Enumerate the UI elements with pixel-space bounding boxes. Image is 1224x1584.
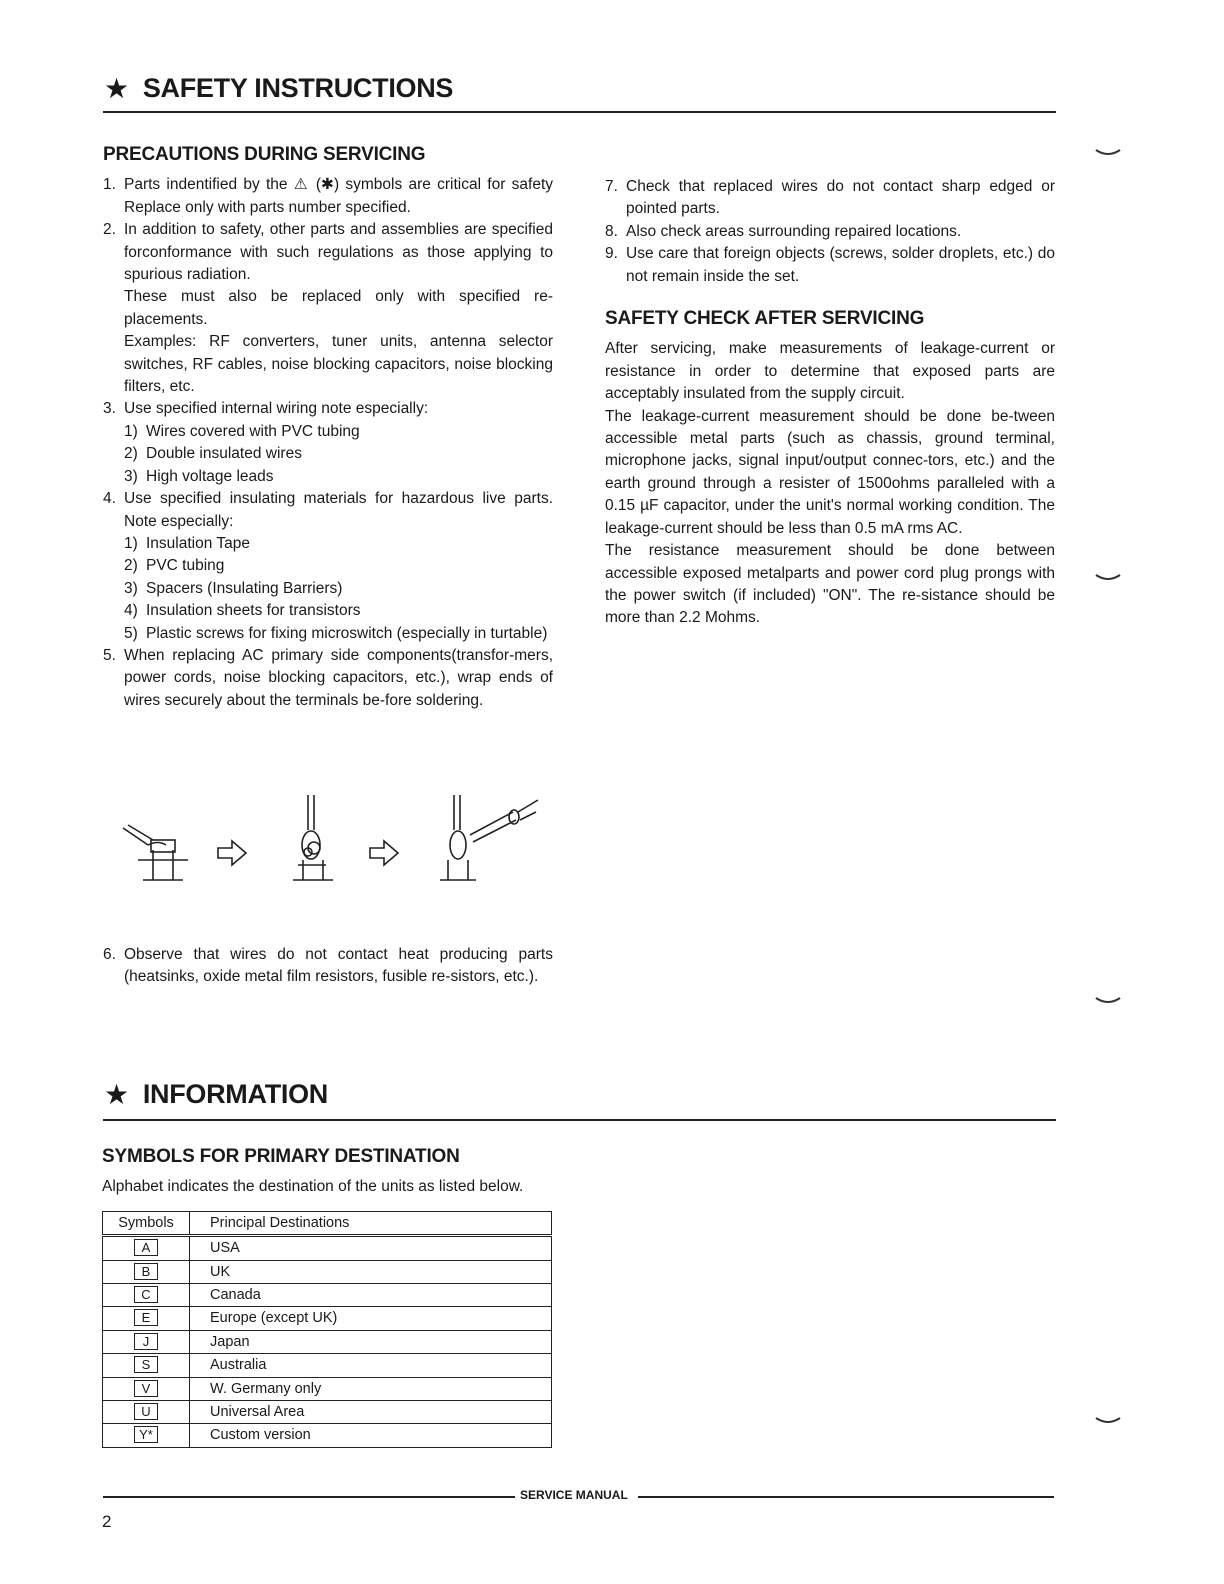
table-header-row [103,1211,552,1235]
item-text: In addition to safety, other parts and assemblies are specified forconformance with such regulations as those applying to spurious radiation. [124,221,553,284]
item-6-block [103,944,553,989]
sub-item: 3) Spacers (Insulating Barriers) [124,579,343,597]
list-item [605,176,1055,221]
footer-label: SERVICE MANUAL [520,1488,628,1502]
star-icon: ★ [104,73,129,104]
list-item [103,488,553,533]
safety-check-paragraph: After servicing, make measurements of leakage-current or resistance in order to determine that exposed parts are acceptably insulated from the supply circuit. [605,340,1055,403]
list-item [605,221,1055,243]
item-number: 3. [103,400,116,418]
column-header-symbols: Symbols [103,1211,190,1235]
table-row [103,1307,552,1330]
destination-cell: USA [190,1236,552,1260]
destination-cell: Custom version [190,1424,552,1447]
symbol-box: Y* [134,1426,158,1443]
table-row [103,1236,552,1260]
safety-check-paragraph: The resistance measurement should be done between accessible exposed metalparts and power cord plug prongs with the power switch (if included) "ON". The re-sistance should be more than 2.2 Mohms. [605,542,1055,627]
title-rule [103,111,1056,113]
destination-cell: Europe (except UK) [190,1307,552,1330]
table-row [103,1424,552,1447]
item-text: Also check areas surrounding repaired locations. [626,222,962,240]
item-text: When replacing AC primary side components(transfor-mers, power cords, noise blocking capacitors, etc.), wrap ends of wires securely about the terminals be-fore soldering. [124,646,553,709]
item-text: Parts indentified by the ⚠ (✱) symbols are critical for safety Replace only with parts number specified. [124,176,553,216]
item-number: 4. [103,490,116,508]
binding-mark-icon [1096,1418,1120,1422]
information-title [104,1078,328,1111]
sub-item: 1) Insulation Tape [124,534,250,552]
footer-rule-left [103,1496,515,1498]
terminal-step-1-icon [123,825,188,880]
item-number: 7. [605,178,618,195]
precautions-heading: PRECAUTIONS DURING SERVICING [103,144,426,165]
binding-mark-icon [1096,998,1120,1002]
terminal-step-3-icon [440,795,538,880]
symbol-box: J [134,1333,158,1350]
safety-title-text: SAFETY INSTRUCTIONS [142,73,454,103]
sub-item: 4) Insulation sheets for transistors [124,602,361,620]
item-text: Use specified insulating materials for hazardous live parts. Note especially: [124,490,553,530]
sub-item: 1) Wires covered with PVC tubing [124,422,360,440]
symbol-box: B [134,1263,158,1280]
table-row [103,1354,552,1377]
star-icon: ★ [104,1079,129,1110]
table-row [103,1377,552,1400]
symbols-heading: SYMBOLS FOR PRIMARY DESTINATION [102,1146,460,1167]
destination-cell: W. Germany only [190,1377,552,1400]
safety-check-paragraph: The leakage-current measurement should be done be-tween accessible metal parts (such as chassis, ground terminal, microphone jacks, signal input/output connec-tors, etc.) and the earth ground through a resister of 1500ohms paralleled with a 0.15 µF capacitor, under the unit's normal working condition. The leakage-current should be less than 0.5 mA rms AC. [605,407,1055,537]
table-row [103,1401,552,1424]
symbols-intro: Alphabet indicates the destination of the units as listed below. [102,1178,524,1196]
symbol-box: E [134,1309,158,1326]
item-number: 8. [605,222,618,240]
safety-title [104,72,453,105]
wire-wrap-illustration [118,790,548,890]
column-header-destinations: Principal Destinations [190,1211,552,1235]
binding-marks [1094,140,1124,1440]
item-note: These must also be replaced only with specified re-placements. [124,288,553,328]
terminal-step-2-icon [293,795,333,880]
right-column [605,176,1055,630]
sub-item: 3) High voltage leads [124,467,274,485]
safety-check-heading: SAFETY CHECK AFTER SERVICING [605,308,925,330]
item-number: 5. [103,646,116,664]
precautions-column [103,144,553,712]
symbol-box: S [134,1356,158,1373]
sub-item: 5) Plastic screws for fixing microswitch (especially in turtable) [124,624,548,642]
arrow-right-icon [218,841,246,865]
symbol-box: V [134,1380,158,1397]
list-item [103,174,553,219]
list-item [103,944,553,989]
sub-item: 2) Double insulated wires [124,445,302,463]
title-rule [103,1119,1056,1121]
item-number: 6. [103,946,116,963]
page-number: 2 [102,1512,112,1531]
table-row [103,1284,552,1307]
destination-cell: Japan [190,1330,552,1353]
item-text: Check that replaced wires do not contact sharp edged or pointed parts. [626,178,1055,218]
item-text: Use care that foreign objects (screws, solder droplets, etc.) do not remain inside the set. [626,245,1055,285]
symbol-box: U [134,1403,158,1420]
destination-cell: Universal Area [190,1401,552,1424]
item-examples: Examples: RF converters, tuner units, antenna selector switches, RF cables, noise blocking capacitors, noise blocking filters, etc. [124,333,553,396]
arrow-right-icon [370,841,398,865]
list-item [103,219,553,286]
list-item [103,398,553,420]
item-number: 9. [605,245,618,263]
binding-mark-icon [1096,575,1120,579]
item-text: Observe that wires do not contact heat producing parts (heatsinks, oxide metal film resistors, fusible re-sistors, etc.). [124,946,553,986]
footer-rule-right [638,1496,1054,1498]
symbol-box: C [134,1286,158,1303]
information-title-text: INFORMATION [142,1079,328,1109]
item-number: 2. [103,221,116,239]
item-text: Use specified internal wiring note especially: [124,400,429,418]
symbol-box: A [134,1239,158,1256]
item-number: 1. [103,176,116,194]
sub-item: 2) PVC tubing [124,557,225,575]
destinations-table [102,1211,552,1448]
table-row [103,1260,552,1283]
symbols-section [102,1146,552,1448]
destination-cell: UK [190,1260,552,1283]
destination-cell: Australia [190,1354,552,1377]
destination-cell: Canada [190,1284,552,1307]
table-row [103,1330,552,1353]
list-item [103,645,553,712]
list-item [605,243,1055,288]
binding-mark-icon [1096,150,1120,154]
